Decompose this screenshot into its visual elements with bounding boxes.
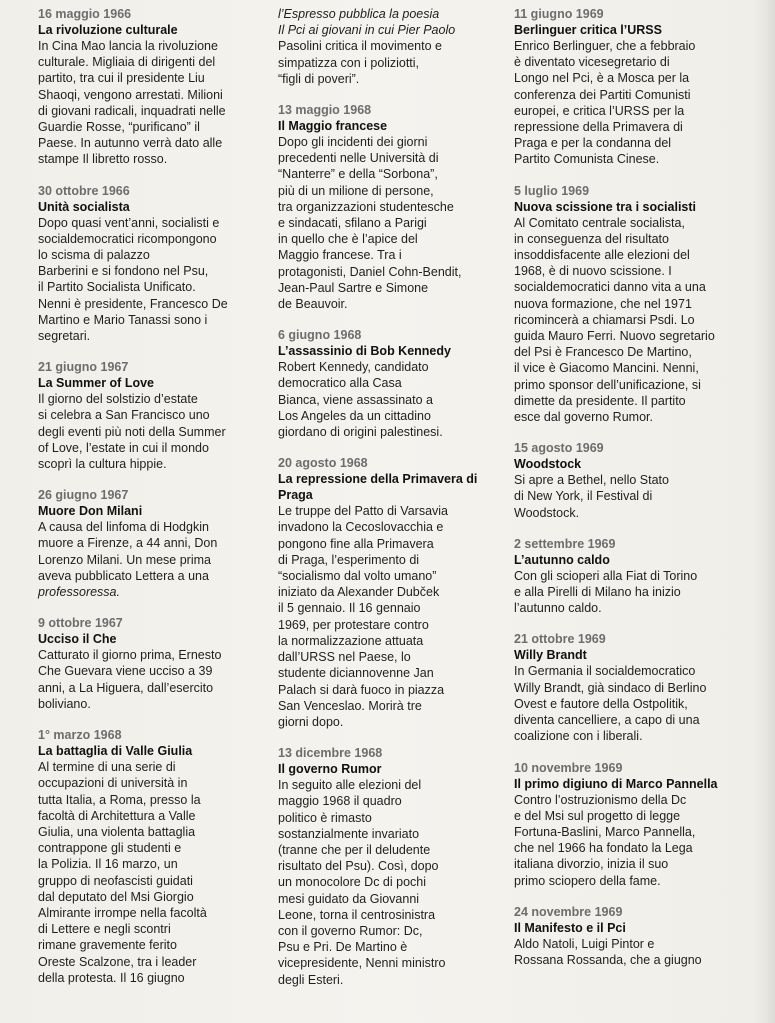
body-line: Aldo Natoli, Luigi Pintor e [514,936,655,951]
body-line: tra organizzazioni studentesche [278,199,454,214]
entry-date: 15 agosto 1969 [514,441,604,456]
timeline-entry [38,359,264,472]
body-line: Le truppe del Patto di Varsavia [278,504,449,519]
body-line: più di un milione di persone, [278,183,434,198]
body-line: socialdemocratici danno vita a una [514,280,706,295]
body-line: italiana divorzio, inizia il suo [514,857,669,872]
entry-body [514,215,740,426]
body-line: il Partito Socialista Unificato. [38,280,196,295]
body-line: che nel 1966 ha fondato la Lega [514,841,693,856]
body-line: In Cina Mao lancia la rivoluzione [38,39,218,53]
entry-headline: La battaglia di Valle Giulia [38,744,193,759]
body-line: la Polizia. Il 16 marzo, un [38,857,178,872]
entry-date: 30 ottobre 1966 [38,183,130,198]
body-line: Catturato il giorno prima, Ernesto [38,648,222,663]
entry-body [278,777,500,988]
body-line: politico è rimasto [278,810,372,825]
entry-body [38,519,264,600]
body-line: Woodstock. [514,505,580,520]
body-line: della protesta. Il 16 giugno [38,970,185,985]
body-line: repressione della Primavera di [514,120,683,135]
entry-date: 21 ottobre 1969 [514,632,606,647]
entry-headline: Il Manifesto e il Pci [514,920,626,935]
entry-date: 2 settembre 1969 [514,536,616,551]
body-line: “Nanterre” e della “Sorbona”, [278,167,438,182]
body-line: de Beauvoir. [278,297,348,312]
body-line: Paese. In autunno verrà dato alle [38,136,223,151]
entry-body [514,663,740,744]
body-line: 1969, per protestare contro [278,617,429,632]
body-line: dall’URSS nel Paese, lo [278,650,411,665]
body-line: europei, e critica l’URSS per la [514,103,685,118]
entry-headline: Willy Brandt [514,648,587,663]
body-line: anni, a La Higuera, dall’esercito [38,680,214,695]
timeline-entry [278,327,500,440]
body-line: è diventato vicesegretario di [514,55,670,70]
body-line: giordano di origini palestinesi. [278,425,443,440]
body-line: 1968, è di nuovo scissione. I [514,264,672,279]
body-line: “figli di poveri”. [278,71,360,86]
body-line: Willy Brandt, già sindaco di Berlino [514,680,707,695]
entry-body [514,568,740,617]
timeline-entry [278,745,500,988]
body-line: Dopo gli incidenti dei giorni [278,135,428,150]
body-line: degli Esteri. [278,972,344,987]
body-line: scoprì la cultura hippie. [38,457,167,472]
body-line: e del Msi sul progetto di legge [514,808,681,823]
entry-date: 21 giugno 1967 [38,360,129,375]
body-line: maggio 1968 il quadro [278,794,402,809]
entry-date: 11 giugno 1969 [514,7,604,21]
timeline-entry [514,904,740,968]
body-line: (tranne che per il deludente [278,842,431,857]
body-line: contrappone gli studenti e [38,841,182,856]
body-line: diventa cancelliere, a capo di una [514,713,700,728]
entry-headline: La repressione della Primavera di Praga [278,472,478,503]
body-line: partito, tra cui il presidente Liu [38,71,205,86]
body-line: guida Mauro Ferri. Nuovo segretario [514,329,715,344]
timeline-entry [38,727,264,986]
body-line: Palach si darà fuoco in piazza [278,682,445,697]
body-line: occupazioni di università in [38,776,188,791]
entry-date: 9 ottobre 1967 [38,616,123,631]
body-line: of Love, l’estate in cui il mondo [38,440,209,455]
entry-date: 26 giugno 1967 [38,488,129,503]
body-line: rimane gravemente ferito [38,938,177,953]
column-3 [514,6,740,983]
body-line: di Lettere e negli scontri [38,922,171,937]
entry-body [278,6,500,87]
entry-body [38,38,264,168]
entry-body [278,134,500,312]
body-line: Che Guevara viene ucciso a 39 [38,664,213,679]
body-line: democratico alla Casa [278,376,402,391]
entry-headline: Ucciso il Che [38,632,117,647]
body-line: la normalizzazione attuata [278,633,424,648]
entry-date: 1° marzo 1968 [38,728,122,743]
body-line: pongono fine alla Primavera [278,536,434,551]
timeline-entry-continued [278,6,500,87]
body-line: Pasolini critica il movimento e [278,39,442,54]
body-line: Il Pci ai giovani in cui Pier Paolo [278,23,456,38]
entry-headline: Il Maggio francese [278,119,388,134]
body-line: studente diciannovenne Jan [278,666,434,681]
entry-body [38,391,264,472]
entry-date: 13 maggio 1968 [278,103,372,118]
body-line: Psu e Pri. De Martino è [278,940,408,955]
entry-date: 24 novembre 1969 [514,904,623,919]
body-line: Ovest e fautore della Ostpolitik, [514,696,688,711]
entry-headline: L’autunno caldo [514,552,610,567]
body-line: l’autunno caldo. [514,601,602,616]
timeline-entry [278,455,500,730]
timeline-entry [514,631,740,744]
body-line: conferenza dei Partiti Comunisti [514,87,691,102]
entry-headline: Muore Don Milani [38,504,143,519]
body-line: Bianca, viene assassinato a [278,392,433,407]
body-line: Jean-Paul Sartre e Simone [278,280,429,295]
body-line: Nenni è presidente, Francesco De [38,296,228,311]
entry-body [38,647,264,712]
timeline-entry [38,6,264,168]
body-line: Il giorno del solstizio d’estate [38,392,198,407]
body-line: in conseguenza del risultato [514,231,669,246]
entry-headline: Unità socialista [38,199,130,214]
body-line: primo sciopero della fame. [514,873,661,888]
entry-body [514,936,740,968]
body-line: del Psi è Francesco De Martino, [514,345,692,360]
body-line: boliviano. [38,696,91,711]
body-line: Los Angeles da un cittadino [278,408,431,423]
body-line: Dopo quasi vent’anni, socialisti e [38,215,220,230]
body-line: Si apre a Bethel, nello Stato [514,473,669,488]
body-line: l’Espresso pubblica la poesia [278,7,440,21]
body-line: In Germania il socialdemocratico [514,664,696,679]
timeline-entry [278,102,500,312]
entry-date: 6 giugno 1968 [278,328,362,343]
body-line: e sindacati, sfilano a Parigi [278,216,427,231]
timeline-entry [38,487,264,600]
body-line: un monocolore Dc di pochi [278,875,426,890]
body-line: Shaoqi, vengono arrestati. Milioni [38,87,223,102]
timeline-entry [514,183,740,426]
entry-body [514,38,740,168]
body-line: coalizione con i liberali. [514,729,643,744]
body-line: Enrico Berlinguer, che a febbraio [514,39,696,53]
body-line: gruppo di neofascisti guidati [38,873,193,888]
body-line: Giulia, una violenta battaglia [38,824,196,839]
body-line: Al Comitato centrale socialista, [514,215,685,230]
entry-date: 20 agosto 1968 [278,456,368,471]
body-line: “socialismo dal volto umano” [278,569,437,584]
entry-date: 13 dicembre 1968 [278,746,383,761]
body-line: protagonisti, Daniel Cohn-Bendit, [278,264,462,279]
body-line: di Praga, l’esperimento di [278,552,420,567]
body-line: aveva pubblicato Lettera a una [38,568,209,583]
timeline-entry [514,536,740,617]
body-line: Leone, torna il centrosinistra [278,907,436,922]
body-line: Maggio francese. Tra i [278,248,402,263]
body-line: Martino e Mario Tanassi sono i [38,312,208,327]
body-line: vicepresidente, Nenni ministro [278,956,446,971]
entry-headline: Berlinguer critica l’URSS [514,23,662,37]
timeline-entry [38,615,264,712]
body-line: facoltà di Architettura a Valle [38,808,196,823]
timeline-entry [514,6,740,168]
page-fold-shadow [753,0,775,1023]
body-line: simpatizza con i poliziotti, [278,55,420,70]
body-line: Partito Comunista Cinese. [514,152,660,167]
body-line: iniziato da Alexander Dubček [278,585,440,600]
body-line: il 5 gennaio. Il 16 gennaio [278,601,421,616]
body-line: A causa del linfoma di Hodgkin [38,520,209,535]
body-line: insoddisfacente alle elezioni del [514,248,690,263]
body-line: risultato del Psu). Così, dopo [278,859,439,874]
body-line: ricomincerà a chiamarsi Psdi. Lo [514,312,695,327]
entry-headline: Nuova scissione tra i socialisti [514,199,697,214]
body-line: segretari. [38,329,91,344]
body-line: esce dal governo Rumor. [514,410,653,425]
body-line: professoressa. [38,585,120,600]
body-line: dal deputato del Msi Giorgio [38,889,194,904]
body-line: Al termine di una serie di [38,760,176,775]
body-line: di New York, il Festival di [514,489,653,504]
body-line: di giovani radicali, inquadrati nelle [38,103,226,118]
entry-date: 10 novembre 1969 [514,760,623,775]
body-line: si celebra a San Francisco uno [38,408,210,423]
body-line: Longo nel Pci, è a Mosca per la [514,71,690,86]
body-line: dimette da presidente. Il partito [514,393,686,408]
column-1 [38,6,264,1001]
body-line: invadono la Cecoslovacchia e [278,520,444,535]
entry-body [514,792,740,889]
body-line: culturale. Migliaia di dirigenti del [38,55,216,70]
entry-headline: L’assassinio di Bob Kennedy [278,344,451,359]
body-line: Contro l’ostruzionismo della Dc [514,792,687,807]
body-line: In seguito alle elezioni del [278,778,422,793]
body-line: il vice è Giacomo Mancini. Nenni, [514,361,699,376]
entry-body [514,472,740,521]
entry-headline: Il governo Rumor [278,762,382,777]
body-line: Barberini e si fondono nel Psu, [38,264,209,279]
body-line: giorni dopo. [278,714,344,729]
body-line: precedenti nelle Università di [278,151,439,166]
body-line: Con gli scioperi alla Fiat di Torino [514,568,698,583]
body-line: Rossana Rossanda, che a giugno [514,952,702,967]
body-line: degli eventi più noti della Summer [38,424,226,439]
timeline-entry [514,760,740,889]
column-2 [278,6,500,1003]
body-line: in quello che è l’apice del [278,232,418,247]
entry-body [278,359,500,440]
entry-headline: Il primo digiuno di Marco Pannella [514,776,718,791]
body-line: Oreste Scalzone, tra i leader [38,954,197,969]
entry-headline: La Summer of Love [38,376,154,391]
body-line: Guardie Rosse, “purificano” il [38,120,200,135]
body-line: socialdemocratici ricompongono [38,231,217,246]
body-line: con il governo Rumor: Dc, [278,923,423,938]
body-line: sostanzialmente invariato [278,826,420,841]
body-line: Robert Kennedy, candidato [278,360,429,375]
body-line: mesi guidato da Giovanni [278,891,420,906]
entry-date: 16 maggio 1966 [38,7,132,21]
body-line: Lorenzo Milani. Un mese prima [38,552,211,567]
body-line: Fortuna-Baslini, Marco Pannella, [514,824,696,839]
body-line: e alla Pirelli di Milano ha inizio [514,585,681,600]
entry-body [38,759,264,986]
body-line: nuova formazione, che nel 1971 [514,296,692,311]
body-line: Almirante irrompe nella facoltà [38,905,207,920]
entry-headline: La rivoluzione culturale [38,23,178,37]
body-line: Praga e per la condanna del [514,136,672,151]
timeline-entry [38,183,264,345]
entry-body [278,503,500,730]
body-line: stampe Il libretto rosso. [38,152,168,167]
body-line: San Venceslao. Morirà tre [278,698,422,713]
body-line: lo scisma di palazzo [38,248,150,263]
timeline-entry [514,440,740,521]
body-line: primo sponsor dell’unificazione, si [514,377,701,392]
entry-date: 5 luglio 1969 [514,183,590,198]
entry-body [38,215,264,345]
entry-headline: Woodstock [514,457,582,472]
body-line: muore a Firenze, a 44 anni, Don [38,536,218,551]
body-line: tutta Italia, a Roma, presso la [38,792,201,807]
